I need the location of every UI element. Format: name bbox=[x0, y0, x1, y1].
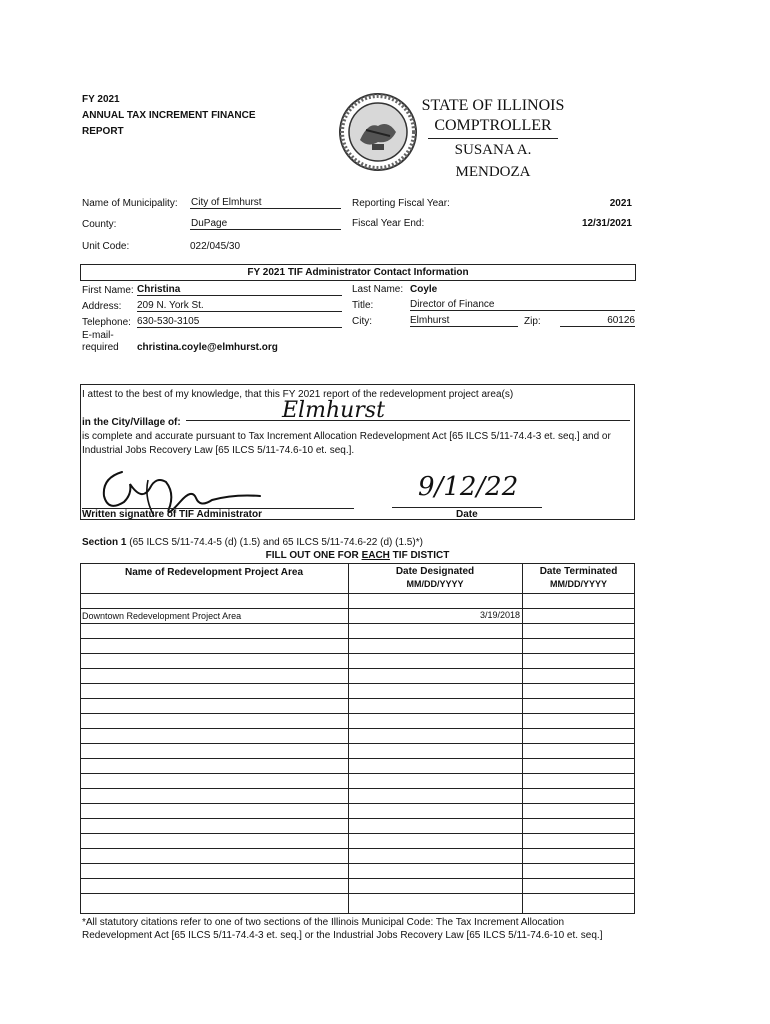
unit-code-value: 022/045/30 bbox=[190, 241, 241, 252]
col-header-designated bbox=[348, 566, 522, 590]
col-header-name: Name of Redevelopment Project Area bbox=[124, 567, 304, 578]
state-seal-icon bbox=[338, 92, 418, 172]
office-line3: SUSANA A. MENDOZA bbox=[454, 142, 532, 180]
municipality-label: Name of Municipality: bbox=[82, 198, 178, 209]
footnote-line1: *All statutory citations refer to one of two sections of the Illinois Municipal Code: The Tax Increment Allocation bbox=[82, 917, 565, 928]
col-header-terminated-line1: Date Terminated bbox=[539, 566, 618, 577]
last-name-label: Last Name: bbox=[352, 284, 404, 295]
date-label: Date bbox=[456, 509, 478, 520]
office-line2: COMPTROLLER bbox=[434, 117, 552, 134]
col-header-designated-line2: MM/DD/YYYY bbox=[406, 579, 464, 589]
first-name-label: First Name: bbox=[82, 285, 134, 296]
contact-heading: FY 2021 TIF Administrator Contact Information bbox=[80, 264, 636, 281]
col-header-designated-line1: Date Designated bbox=[395, 566, 475, 577]
city-label: City: bbox=[352, 316, 372, 327]
section1-title: Section 1 bbox=[82, 537, 127, 548]
office-line1: STATE OF ILLINOIS bbox=[421, 97, 565, 114]
attest-city-label: in the City/Village of: bbox=[82, 417, 181, 428]
attest-line4: Industrial Jobs Recovery Law [65 ILCS 5/11-74.6-10 et. seq.]. bbox=[82, 445, 355, 456]
section1-instruction-suffix: TIF DISTICT bbox=[389, 550, 450, 561]
signature-label: Written signature of TIF Administrator bbox=[82, 509, 263, 520]
col-header-terminated-line2: MM/DD/YYYY bbox=[549, 579, 607, 589]
zip-value: 60126 bbox=[560, 315, 635, 327]
footnote-line2: Redevelopment Act [65 ILCS 5/11-74.4-3 et. seq.] or the Industrial Jobs Recovery Law [65 ILCS 5/11-74.6-10 et. seq.] bbox=[82, 930, 603, 941]
email-value: christina.coyle@elmhurst.org bbox=[137, 342, 278, 353]
section1-instruction-each: EACH bbox=[361, 550, 390, 561]
table-row-1-designated: 3/19/2018 bbox=[479, 610, 520, 620]
comptroller-block bbox=[418, 96, 568, 183]
section1-citation: (65 ILCS 5/11-74.4-5 (d) (1.5) and 65 ILCS 5/11-74.6-22 (d) (1.5)*) bbox=[129, 537, 423, 548]
telephone-label: Telephone: bbox=[82, 317, 131, 328]
city-value: Elmhurst bbox=[410, 315, 518, 327]
attest-date-handwritten: 9/12/22 bbox=[418, 472, 519, 502]
section1-instruction-prefix: FILL OUT ONE FOR bbox=[265, 550, 362, 561]
title-value: Director of Finance bbox=[410, 299, 635, 311]
footnote bbox=[82, 916, 602, 942]
email-label bbox=[82, 330, 119, 354]
fiscal-year-end-value: 12/31/2021 bbox=[581, 218, 632, 229]
zip-label: Zip: bbox=[524, 316, 541, 327]
attest-line1: I attest to the best of my knowledge, that this FY 2021 report of the redevelopment project area(s) bbox=[82, 389, 514, 400]
attest-city-handwritten: Elmhurst bbox=[282, 398, 385, 423]
last-name-value: Coyle bbox=[410, 284, 438, 295]
table-row-1-name: Downtown Redevelopment Project Area bbox=[82, 611, 242, 621]
county-value: DuPage bbox=[190, 218, 341, 230]
fiscal-year-label: Reporting Fiscal Year: bbox=[352, 198, 450, 209]
attest-line3: is complete and accurate pursuant to Tax Increment Allocation Redevelopment Act [65 ILCS 5/11-74.4-3 et. seq.] and or bbox=[82, 431, 611, 442]
report-title-line2: ANNUAL TAX INCREMENT FINANCE bbox=[82, 110, 256, 121]
municipality-value: City of Elmhurst bbox=[190, 197, 341, 209]
report-title-line1: FY 2021 bbox=[82, 94, 120, 105]
unit-code-label: Unit Code: bbox=[82, 241, 130, 252]
email-label-line1: E-mail- bbox=[82, 330, 114, 341]
address-value: 209 N. York St. bbox=[137, 300, 342, 312]
address-label: Address: bbox=[82, 301, 122, 312]
county-label: County: bbox=[82, 219, 117, 230]
email-label-line2: required bbox=[82, 342, 119, 353]
telephone-value: 630-530-3105 bbox=[137, 316, 342, 328]
report-title bbox=[82, 92, 256, 140]
first-name-value: Christina bbox=[137, 284, 342, 296]
section1-instruction bbox=[80, 550, 635, 561]
fiscal-year-end-label: Fiscal Year End: bbox=[352, 218, 425, 229]
title-label: Title: bbox=[352, 300, 374, 311]
section1-heading bbox=[82, 537, 423, 548]
col-header-terminated bbox=[522, 566, 635, 590]
fiscal-year-value: 2021 bbox=[609, 198, 632, 209]
report-title-line3: REPORT bbox=[82, 126, 124, 137]
